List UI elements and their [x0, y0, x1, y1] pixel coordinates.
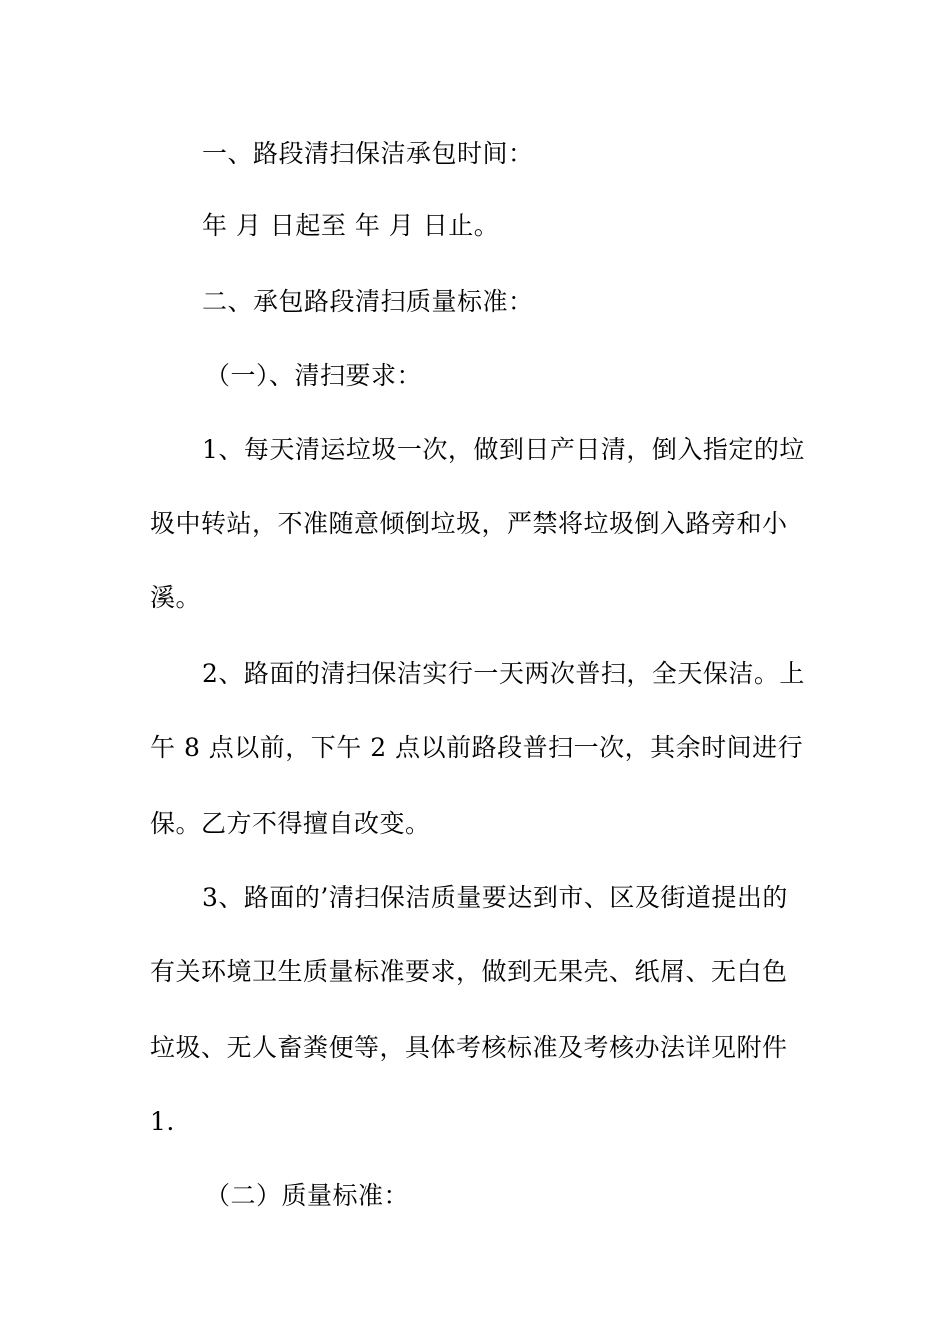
heading-quality-standards: 二、承包路段清扫质量标准： [202, 287, 534, 316]
paragraph-2-line-2: 午 8 点以前，下午 2 点以前路段普扫一次，其余时间进行 [150, 733, 804, 762]
paragraph-1-line-3: 溪。 [150, 583, 202, 612]
paragraph-2-line-3: 保。乙方不得擅自改变。 [150, 809, 431, 838]
paragraph-3-line-3: 垃圾、无人畜粪便等，具体考核标准及考核办法详见附件 [150, 1033, 788, 1062]
paragraph-1-line-2: 圾中转站，不准随意倾倒垃圾，严禁将垃圾倒入路旁和小 [150, 509, 788, 538]
paragraph-3-line-2: 有关环境卫生质量标准要求，做到无果壳、纸屑、无白色 [150, 957, 788, 986]
paragraph-3-line-1: 3、路面的’清扫保洁质量要达到市、区及街道提出的 [202, 883, 788, 912]
subheading-cleaning-requirements: （一）、清扫要求： [205, 361, 423, 390]
paragraph-2-line-1: 2、路面的清扫保洁实行一天两次普扫，全天保洁。上 [202, 659, 805, 688]
subheading-quality-standards: （二）质量标准： [205, 1181, 410, 1210]
paragraph-1-line-1: 1、每天清运垃圾一次，做到日产日清，倒入指定的垃 [202, 435, 805, 464]
paragraph-3-line-4: 1. [150, 1107, 175, 1136]
contract-date-range: 年 月 日起至 年 月 日止。 [202, 211, 500, 240]
heading-contract-period: 一、路段清扫保洁承包时间： [202, 139, 534, 168]
